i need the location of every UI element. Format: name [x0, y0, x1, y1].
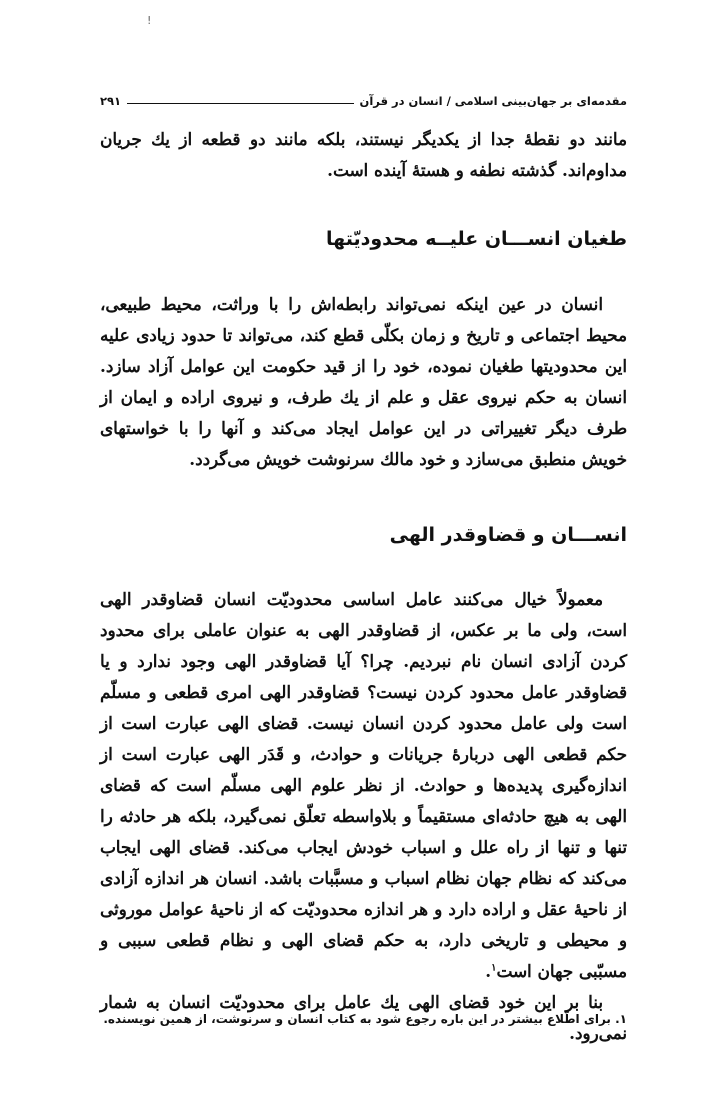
page-number: ۲۹۱ [100, 94, 122, 108]
section-heading-rebellion: طغیان انســـان علیــه محدودیّتها [326, 228, 627, 250]
paragraph [100, 584, 627, 987]
paragraph-end: . [485, 961, 492, 981]
section-rebellion-body [100, 289, 627, 475]
running-header [100, 84, 627, 108]
running-title: مقدمه‌ای بر جهان‌بینی اسلامی / انسان در قرآن [359, 94, 627, 108]
continuation-text [100, 124, 627, 186]
paragraph: انسان در عین اینکه نمی‌تواند رابطه‌اش را با وراثت، محیط طبیعی، محیط اجتماعی و تاریخ و زمان بکلّی قطع کند، می‌تواند تا حدود زیادی علیه این محدودیتها طغیان نموده، خود را از قید حکومت این عوامل آزاد سازد. انسان به حکم نیروی عقل و علم از یك طرف، و نیروی اراده و ایمان از طرف دیگر تغییراتی در این عوامل ایجاد می‌کند و آنها را با خواستهای خویش منطبق می‌سازد و خود مالك سرنوشت خویش می‌گردد. [100, 294, 627, 469]
continuation-paragraph: مانند دو نقطهٔ جدا از یکدیگر نیستند، بلکه مانند دو قطعه از یك جریان مداوم‌اند. گذشته نطفه و هستهٔ آینده است. [100, 129, 627, 180]
footnote: ۱. برای اطّلاع بیشتر در این باره رجوع شود به کتاب انسان و سرنوشت، از همین نویسنده. [103, 1012, 627, 1026]
header-rule [127, 103, 353, 104]
section-destiny-body [100, 584, 627, 1049]
top-mark: ! [147, 14, 152, 27]
paragraph-text: معمولاً خیال می‌کنند عامل اساسی محدودیّت انسان قضاوقدر الهی است، ولی ما بر عکس، از قضاوقدر الهی به عنوان عاملی برای محدود کردن آزادی انسان نام نبردیم. چرا؟ آیا قضاوقدر الهی وجود ندارد و یا قضاوقدر عامل محدود کردن نیست؟ قضاوقدر الهی امری قطعی و مسلّم است ولی عامل محدود کردن انسان نیست. قضای الهی عبارت است از حکم قطعی الهی دربارهٔ جریانات و حوادث، و قَدَر الهی عبارت است از اندازه‌گیری پدیده‌ها و حوادث. از نظر علوم الهی مسلّم است که قضای الهی به هیچ حادثه‌ای مستقیماً و بلاواسطه تعلّق نمی‌گیرد، بلکه هر حادثه را تنها و تنها از راه علل و اسباب خودش ایجاب می‌کند. قضای الهی ایجاب می‌کند که نظام جهان نظام اسباب و مسبَّبات باشد. انسان هر اندازه آزادی از ناحیهٔ عقل و اراده دارد و هر اندازه محدودیّت که از ناحیهٔ عوامل موروثی و محیطی و تاریخی دارد، به حکم قضای الهی و نظام قطعی سببی و مسبّبی جهان است [100, 589, 627, 981]
section-heading-destiny: انســـان و قضاوقدر الهی [389, 524, 627, 546]
footnote-ref[interactable]: ۱ [491, 962, 497, 974]
paragraph: بنا بر این خود قضای الهی یك عامل برای محدودیّت انسان به شمار نمی‌رود. [100, 992, 627, 1043]
